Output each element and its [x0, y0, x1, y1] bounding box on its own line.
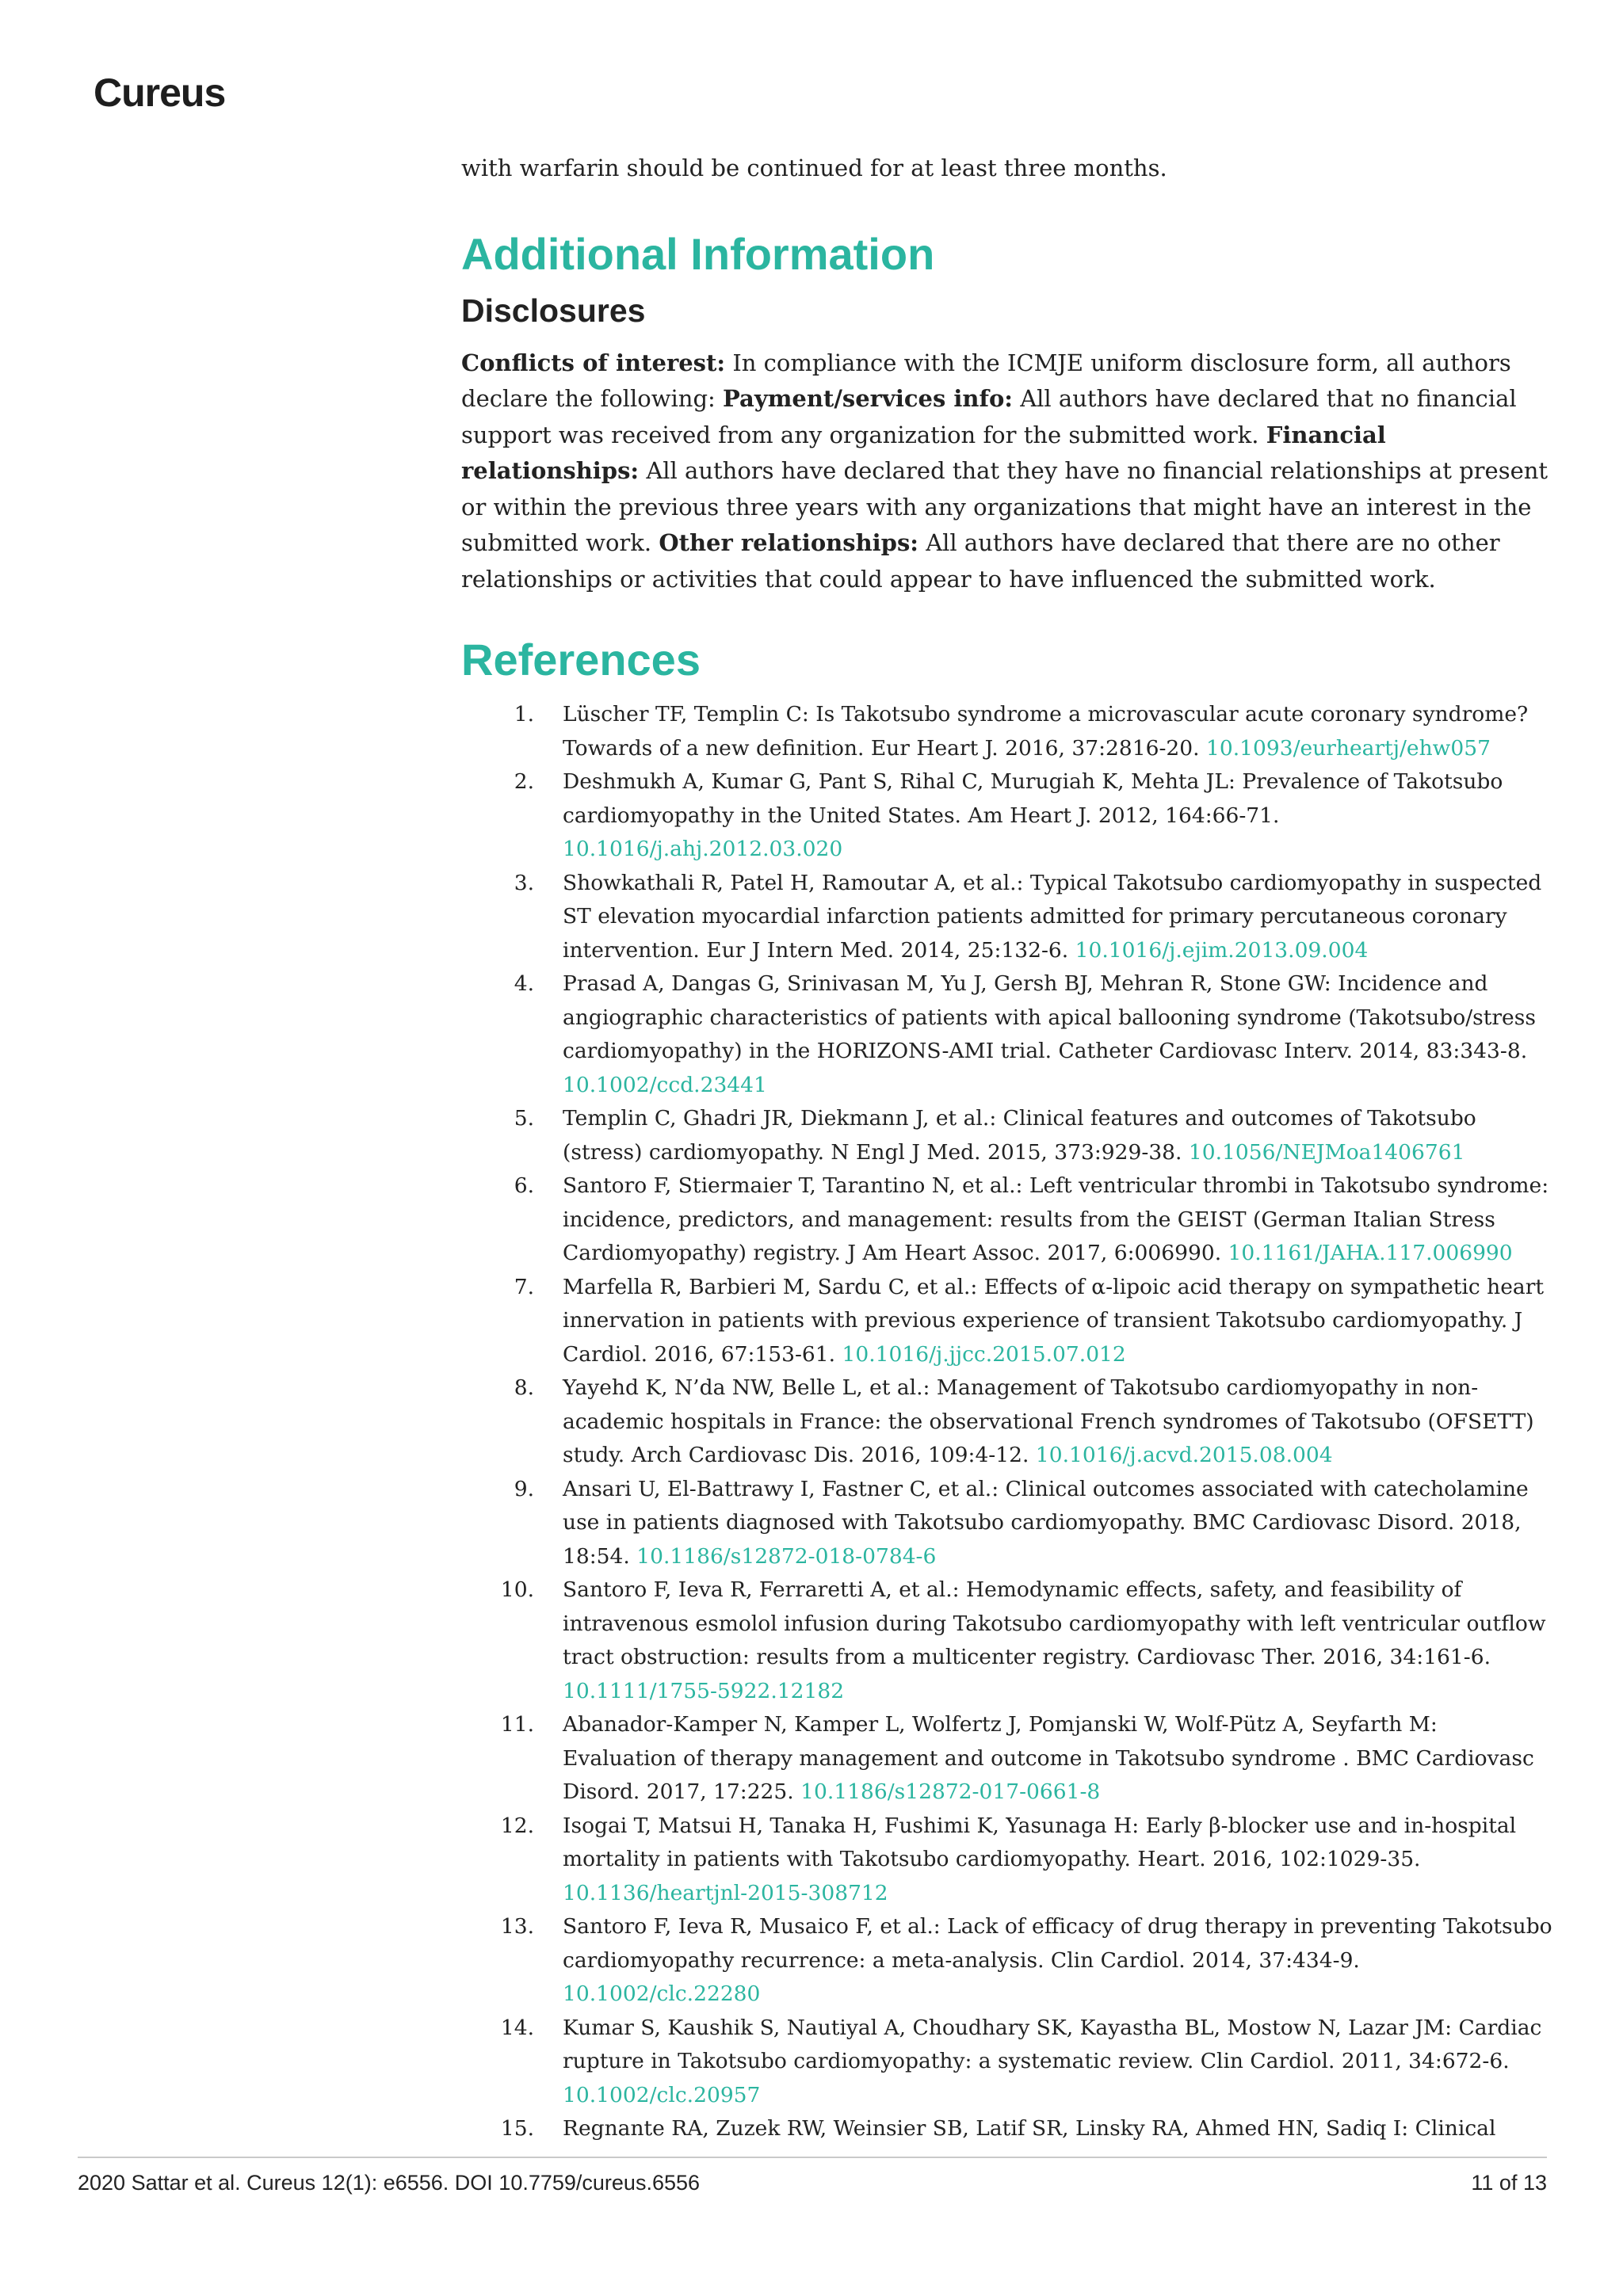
reference-text: Lüscher TF, Templin C: Is Takotsubo syndrome a microvascular acute coronary syndrome? Towards of a new definition. Eur Heart J. 2016, 37:2816-20. [563, 702, 1529, 761]
reference-text: Ansari U, El-Battrawy I, Fastner C, et al.: Clinical outcomes associated with catecholamine use in patients diagnosed with Takotsubo cardiomyopathy. BMC Cardiovasc Disord. 2018, 18:54. [563, 1476, 1529, 1569]
reference-number: 8. [514, 1375, 534, 1400]
reference-item [461, 1810, 1555, 1911]
reference-item [461, 1102, 1555, 1169]
reference-item [461, 2112, 1555, 2146]
reference-doi-link[interactable]: 10.1016/j.ejim.2013.09.004 [1075, 937, 1369, 963]
reference-number: 7. [514, 1274, 534, 1299]
reference-text: Kumar S, Kaushik S, Nautiyal A, Choudhary SK, Kayastha BL, Mostow N, Lazar JM: Cardiac rupture in Takotsubo cardiomyopathy: a systematic review. Clin Cardiol. 2011, 34:672-6. [563, 2015, 1542, 2073]
reference-doi-link[interactable]: 10.1002/clc.20957 [563, 2082, 761, 2107]
reference-item [461, 765, 1555, 867]
reference-text: Regnante RA, Zuzek RW, Weinsier SB, Latif SR, Linsky RA, Ahmed HN, Sadiq I: Clinical [563, 2116, 1496, 2141]
reference-text: Prasad A, Dangas G, Srinivasan M, Yu J, Gersh BJ, Mehran R, Stone GW: Incidence and angiographic characteristics of patients with apical ballooning syndrome (Takotsubo/stress cardiomyopathy) in the HORIZONS-AMI trial. Catheter Cardiovasc Interv. 2014, 83:343-8. [563, 971, 1536, 1063]
reference-item [461, 2012, 1555, 2113]
reference-text: Santoro F, Ieva R, Ferraretti A, et al.: Hemodynamic effects, safety, and feasibility of intravenous esmolol infusion during Takotsubo cardiomyopathy with left ventricular outflow tract obstruction: results from a multicenter registry. Cardiovasc Ther. 2016, 34:161-6. [563, 1577, 1546, 1669]
reference-item [461, 867, 1555, 968]
reference-number: 4. [514, 971, 534, 996]
reference-number: 1. [514, 702, 534, 727]
reference-doi-link[interactable]: 10.1016/j.jjcc.2015.07.012 [842, 1341, 1126, 1367]
reference-doi-link[interactable]: 10.1111/1755-5922.12182 [563, 1678, 845, 1703]
reference-text: Templin C, Ghadri JR, Diekmann J, et al.: Clinical features and outcomes of Takotsubo (stress) cardiomyopathy. N Engl J Med. 2015, 373:929-38. [563, 1106, 1476, 1165]
reference-number: 3. [514, 870, 534, 895]
reference-doi-link[interactable]: 10.1186/s12872-018-0784-6 [636, 1543, 937, 1569]
payment-label: Payment/services info: [723, 385, 1013, 412]
page-number: 11 of 13 [1471, 2171, 1547, 2195]
reference-item [461, 1910, 1555, 2012]
reference-doi-link[interactable]: 10.1016/j.acvd.2015.08.004 [1035, 1443, 1333, 1467]
reference-text: Santoro F, Ieva R, Musaico F, et al.: Lack of efficacy of drug therapy in preventing Takotsubo cardiomyopathy recurrence: a meta-analysis. Clin Cardiol. 2014, 37:434-9. [563, 1914, 1552, 1973]
reference-doi-link[interactable]: 10.1093/eurheartj/ehw057 [1205, 735, 1491, 761]
conflicts-text: In compliance with the ICMJE uniform disclosure form, all authors declare the following: [461, 349, 1511, 412]
reference-doi-link[interactable]: 10.1002/ccd.23441 [563, 1072, 767, 1097]
reference-doi-link[interactable]: 10.1016/j.ahj.2012.03.020 [563, 837, 843, 861]
reference-item [461, 1473, 1555, 1574]
reference-number: 10. [500, 1577, 534, 1602]
reference-item [461, 698, 1555, 765]
reference-doi-link[interactable]: 10.1161/JAHA.117.006990 [1228, 1241, 1513, 1265]
financial-text: All authors have declared that they have no financial relationships at present or within the previous three years with any organizations that might have an interest in the submitted work. [461, 457, 1549, 556]
reference-text: Isogai T, Matsui H, Tanaka H, Fushimi K, Yasunaga H: Early β-blocker use and in-hospital mortality in patients with Takotsubo cardiomyopathy. Heart. 2016, 102:1029-35. [563, 1813, 1517, 1871]
footer-citation: 2020 Sattar et al. Cureus 12(1): e6556. DOI 10.7759/cureus.6556 [78, 2171, 701, 2195]
references-heading: References [461, 635, 701, 685]
reference-item [461, 1169, 1555, 1271]
other-text: All authors have declared that there are no other relationships or activities that could appear to have influenced the submitted work. [461, 529, 1500, 593]
reference-number: 13. [500, 1914, 534, 1939]
reference-number: 15. [500, 2116, 534, 2141]
reference-number: 14. [500, 2015, 534, 2040]
reference-item [461, 1271, 1555, 1372]
article-content [461, 151, 1555, 2146]
reference-number: 12. [500, 1813, 534, 1838]
intro-paragraph: with warfarin should be continued for at least three months. [461, 154, 1167, 181]
reference-doi-link[interactable]: 10.1002/clc.22280 [563, 1981, 761, 2006]
reference-text: Yayehd K, N’da NW, Belle L, et al.: Management of Takotsubo cardiomyopathy in non-academic hospitals in France: the observational French syndromes of Takotsubo (OFSETT) study. Arch Cardiovasc Dis. 2016, 109:4-12. [563, 1375, 1534, 1467]
reference-text: Abanador-Kamper N, Kamper L, Wolfertz J, Pomjanski W, Wolf-Pütz A, Seyfarth M: Evaluation of therapy management and outcome in Takotsubo syndrome . BMC Cardiovasc Disord. 2017, 17:225. [563, 1712, 1534, 1804]
reference-text: Deshmukh A, Kumar G, Pant S, Rihal C, Murugiah K, Mehta JL: Prevalence of Takotsubo cardiomyopathy in the United States. Am Heart J. 2012, 164:66-71. [563, 769, 1503, 828]
reference-item [461, 1708, 1555, 1810]
reference-number: 5. [514, 1106, 534, 1131]
cureus-logo: Cureus [94, 71, 226, 115]
reference-number: 11. [500, 1712, 534, 1737]
disclosures-heading: Disclosures [461, 292, 646, 329]
reference-text: Showkathali R, Patel H, Ramoutar A, et al.: Typical Takotsubo cardiomyopathy in suspected ST elevation myocardial infarction patients admitted for primary percutaneous coronary intervention. Eur J Intern Med. 2014, 25:132-6. [563, 870, 1542, 963]
reference-number: 6. [514, 1173, 534, 1198]
reference-item [461, 1371, 1555, 1473]
reference-text: Marfella R, Barbieri M, Sardu C, et al.: Effects of α-lipoic acid therapy on sympathetic heart innervation in patients with previous experience of transient Takotsubo cardiomyopathy. J Cardiol. 2016, 67:153-61. [563, 1274, 1545, 1367]
reference-doi-link[interactable]: 10.1056/NEJMoa1406761 [1188, 1139, 1465, 1165]
payment-text: All authors have declared that no financial support was received from any organization for the submitted work. [461, 385, 1517, 448]
reference-item [461, 967, 1555, 1102]
reference-text: Santoro F, Stiermaier T, Tarantino N, et al.: Left ventricular thrombi in Takotsubo syndrome: incidence, predictors, and management: results from the GEIST (German Italian Stress Cardiomyopathy) registry. J Am Heart Assoc. 2017, 6:006990. [563, 1173, 1549, 1265]
reference-doi-link[interactable]: 10.1136/heartjnl-2015-308712 [563, 1880, 888, 1905]
reference-item [461, 1573, 1555, 1708]
additional-information-heading: Additional Information [461, 228, 935, 279]
financial-label: Financial relationships: [461, 421, 1386, 484]
reference-number: 9. [514, 1476, 534, 1501]
reference-doi-link[interactable]: 10.1186/s12872-017-0661-8 [800, 1779, 1101, 1804]
other-label: Other relationships: [659, 529, 918, 556]
footer-divider [78, 2157, 1547, 2158]
reference-list [461, 698, 1555, 2146]
conflicts-label: Conflicts of interest: [461, 349, 726, 376]
reference-number: 2. [514, 769, 534, 794]
disclosures-paragraph [461, 345, 1555, 598]
